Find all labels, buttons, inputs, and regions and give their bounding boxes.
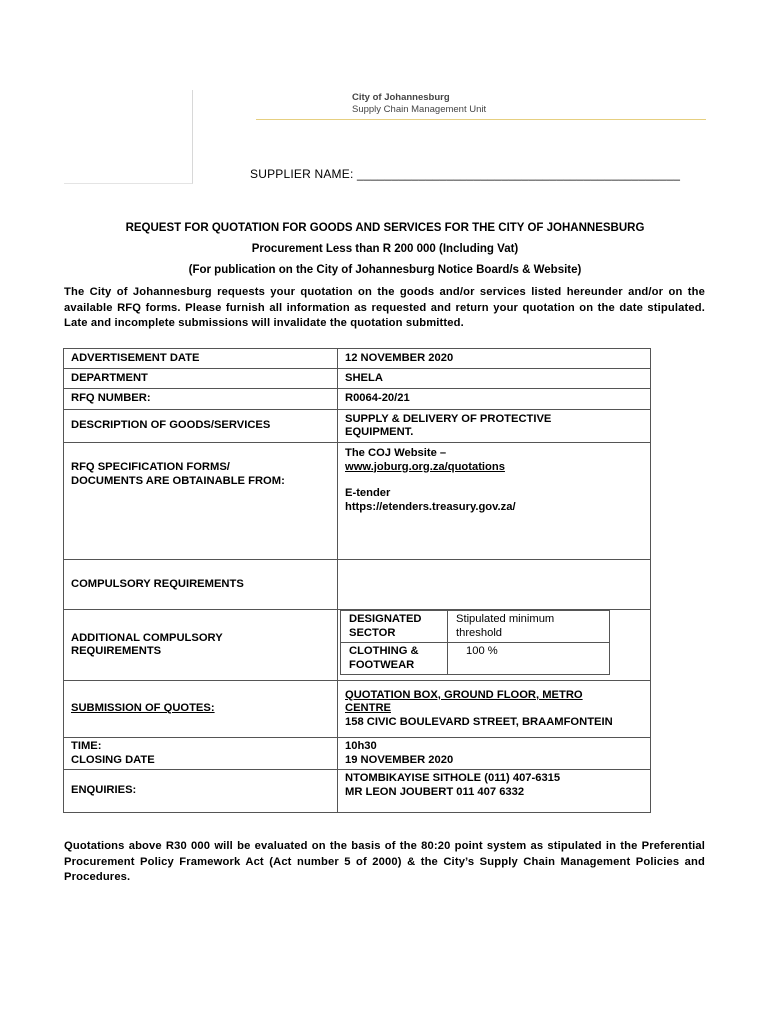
additional-label-line2: REQUIREMENTS: [71, 645, 162, 657]
supplier-name-field: SUPPLIER NAME: _______________________________________________: [250, 167, 681, 181]
document-title: REQUEST FOR QUOTATION FOR GOODS AND SERVICES FOR THE CITY OF JOHANNESBURG: [125, 222, 645, 234]
table-row: [64, 560, 651, 610]
org-header: [352, 92, 486, 116]
compulsory-value: [338, 560, 651, 610]
closing-date-label: CLOSING DATE: [71, 753, 155, 766]
compulsory-label: COMPULSORY REQUIREMENTS: [64, 560, 338, 610]
description-value: SUPPLY & DELIVERY OF PROTECTIVE EQUIPMENT.: [338, 410, 651, 443]
additional-value: [338, 610, 651, 681]
time-closing-value: [338, 738, 651, 770]
sector-value: CLOTHING & FOOTWEAR: [341, 643, 448, 675]
logo-placeholder: [64, 90, 193, 184]
additional-label-line1: ADDITIONAL COMPULSORY: [71, 631, 223, 644]
evaluation-note: Quotations above R30 000 will be evaluated on the basis of the 80:20 point system as stipulated in the Preferential Procurement Policy Framework Act (Act number 5 of 2000) & the City’s Supply Chain Management Policies and Procedures.: [64, 840, 705, 883]
table-row: [64, 369, 651, 389]
forms-label: [64, 443, 338, 560]
table-row: [64, 443, 651, 560]
header-divider: [256, 119, 706, 120]
org-name: City of Johannesburg: [352, 92, 450, 103]
table-row: [64, 738, 651, 770]
time-value: 10h30: [345, 740, 377, 752]
table-row: [64, 349, 651, 369]
threshold-header: Stipulated minimum threshold: [448, 611, 610, 643]
submission-label: SUBMISSION OF QUOTES:: [64, 681, 338, 738]
enquiries-contact-2: MR LEON JOUBERT 011 407 6332: [345, 785, 525, 798]
forms-label-line1: RFQ SPECIFICATION FORMS/: [71, 461, 230, 473]
enquiries-value: [338, 770, 651, 813]
time-closing-label: [64, 738, 338, 770]
org-unit: Supply Chain Management Unit: [352, 104, 487, 115]
sector-threshold-table: [340, 610, 610, 675]
description-label: DESCRIPTION OF GOODS/SERVICES: [64, 410, 338, 443]
forms-label-line2: DOCUMENTS ARE OBTAINABLE FROM:: [71, 474, 285, 487]
table-row: [64, 770, 651, 813]
etender-link[interactable]: https://etenders.treasury.gov.za/: [345, 500, 516, 513]
intro-paragraph: The City of Johannesburg requests your quotation on the goods and/or services listed hereunder and/or on the available RFQ forms. Please furnish all information as requested and return your quotation on the date stipulated. Late and incomplete submissions will invalidate the quotation submitted.: [64, 286, 705, 329]
table-row: [64, 681, 651, 738]
time-label: TIME:: [71, 740, 102, 752]
table-row: [64, 389, 651, 410]
rfq-number-value: R0064-20/21: [338, 389, 651, 410]
enquiries-contact-1: NTOMBIKAYISE SITHOLE (011) 407-6315: [345, 772, 561, 784]
forms-value: [338, 443, 651, 560]
rfq-details-table: [63, 348, 651, 813]
closing-date-value: 19 NOVEMBER 2020: [345, 753, 454, 766]
enquiries-label: ENQUIRIES:: [64, 770, 338, 813]
submission-address-line1: QUOTATION BOX, GROUND FLOOR, METRO CENTRE: [345, 688, 583, 715]
publication-note: (For publication on the City of Johannesburg Notice Board/s & Website): [188, 264, 582, 276]
additional-label: [64, 610, 338, 681]
table-row: [64, 610, 651, 681]
table-row: [64, 410, 651, 443]
coj-website-link[interactable]: www.joburg.org.za/quotations: [345, 460, 505, 473]
threshold-value: 100 %: [448, 643, 610, 675]
advertisement-date-value: 12 NOVEMBER 2020: [338, 349, 651, 369]
rfq-number-label: RFQ NUMBER:: [64, 389, 338, 410]
department-label: DEPARTMENT: [64, 369, 338, 389]
document-subtitle: Procurement Less than R 200 000 (Including Vat): [251, 243, 519, 255]
etender-label: E-tender: [345, 487, 391, 499]
submission-address-line2: 158 CIVIC BOULEVARD STREET, BRAAMFONTEIN: [345, 715, 613, 728]
submission-value: [338, 681, 651, 738]
department-value: SHELA: [338, 369, 651, 389]
sector-header: DESIGNATED SECTOR: [341, 611, 448, 643]
coj-website-label: The COJ Website –: [345, 447, 447, 459]
advertisement-date-label: ADVERTISEMENT DATE: [64, 349, 338, 369]
